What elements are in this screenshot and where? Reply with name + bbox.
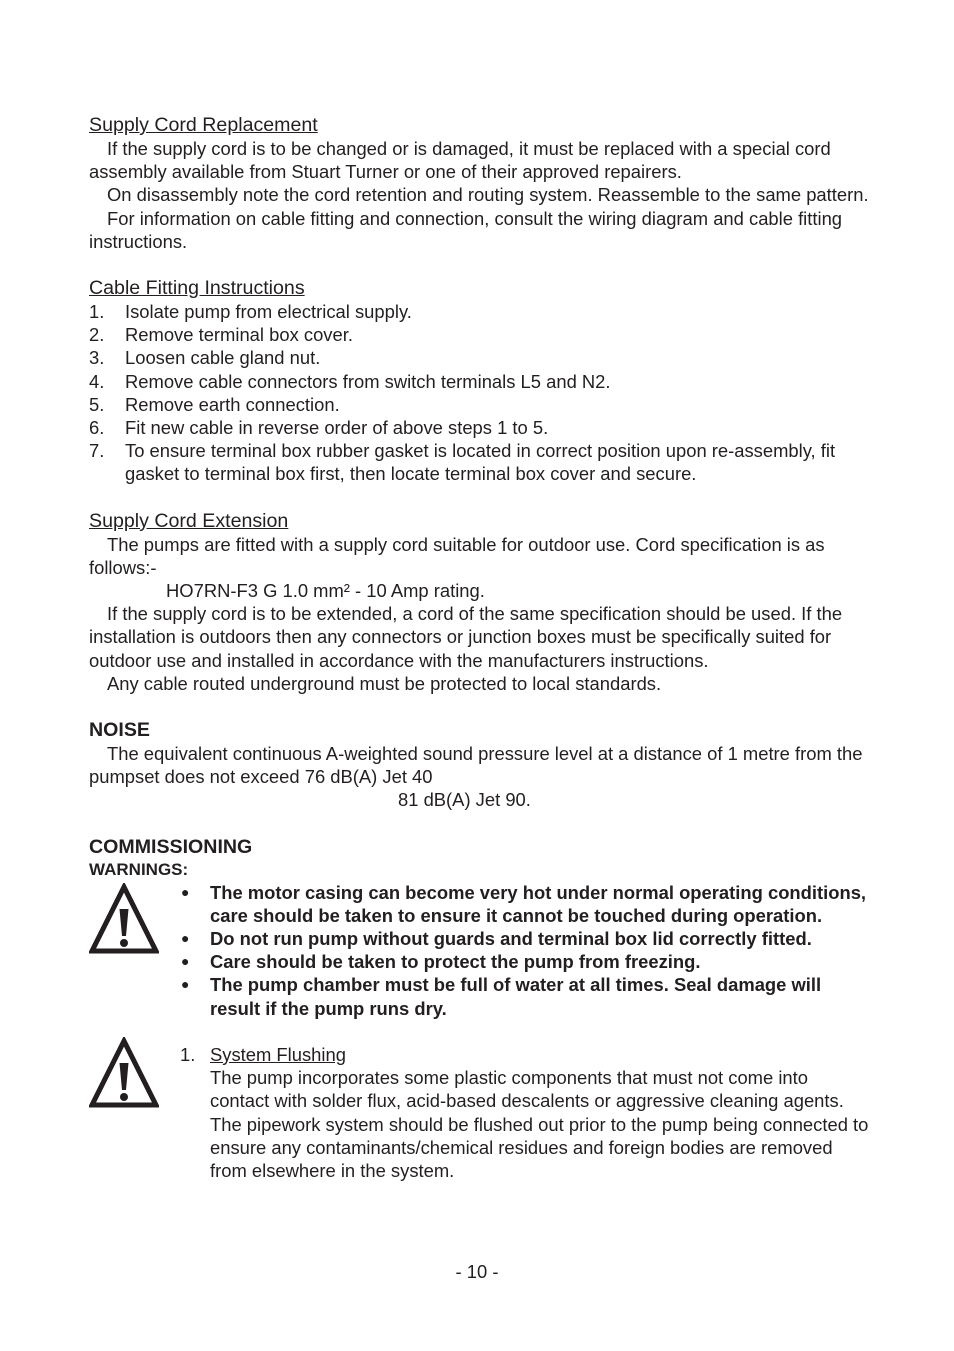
supply-cord-extension-heading: Supply Cord Extension [89,509,289,532]
warning-text: Care should be taken to protect the pump from freezing. [210,951,701,973]
step-text: Remove earth connection. [125,393,340,415]
supply-cord-replacement-heading: Supply Cord Replacement [89,114,318,136]
page-content [89,113,869,1182]
bullet-icon: ● [181,976,190,993]
step-text: Remove cable connectors from switch terminals L5 and N2. [125,370,611,392]
list-item [181,973,869,1019]
warnings-list [180,881,869,1020]
paragraph: The pumps are fitted with a supply cord suitable for outdoor use. Cord specification is as follows:- [89,533,825,578]
list-item [89,300,869,323]
system-flushing-title: System Flushing [210,1043,346,1065]
list-item [89,416,869,439]
noise-heading: NOISE [89,719,150,742]
step-number: 3. [89,347,105,369]
list-item [89,393,869,416]
step-number: 7. [89,440,105,462]
bullet-icon: ● [181,953,190,970]
step-number: 2. [89,324,105,346]
warning-text: The motor casing can become very hot under normal operating conditions, care should be taken to ensure it cannot be touched during operation. [210,881,867,926]
list-item [181,950,869,973]
cable-fitting-heading: Cable Fitting Instructions [89,277,305,300]
list-item [89,346,869,369]
step-number: 5. [89,393,105,415]
step-text: Loosen cable gland nut. [125,347,321,369]
list-item [89,323,869,346]
bullet-icon: ● [181,930,190,947]
warning-triangle-icon [89,883,159,955]
list-item [180,1043,869,1182]
list-item [89,439,869,485]
step-number: 4. [89,370,105,392]
paragraph: On disassembly note the cord retention and routing system. Reassemble to the same pattern. [107,184,869,206]
system-flushing-text: The pump incorporates some plastic components that must not come into contact with solder flux, acid-based descalents or aggressive cleaning agents. The pipework system should be flushed out prior to the pump being connected to ensure any contaminants/chemical residues and foreign bodies are removed from elsewhere in the system. [210,1067,869,1181]
step-text: Isolate pump from electrical supply. [125,301,412,323]
list-item [181,927,869,950]
paragraph: If the supply cord is to be changed or is damaged, it must be replaced with a special cord assembly available from Stuart Turner or one of their approved repairers. [89,138,831,183]
bullet-icon: ● [181,883,190,900]
step-text: Remove terminal box cover. [125,324,353,346]
step-text: To ensure terminal box rubber gasket is located in correct position upon re-assembly, fit gasket to terminal box first, then locate terminal box cover and secure. [125,440,836,485]
item-number: 1. [180,1043,196,1065]
system-flushing-block [89,1043,869,1182]
list-item [89,370,869,393]
noise-line-2: 81 dB(A) Jet 90. [398,789,531,811]
page-number: - 10 - [455,1261,499,1282]
warning-text: Do not run pump without guards and terminal box lid correctly fitted. [210,928,812,950]
step-number: 1. [89,301,105,323]
warning-triangle-icon [89,1037,159,1109]
cable-fitting-steps [89,300,869,486]
step-text: Fit new cable in reverse order of above steps 1 to 5. [125,417,549,439]
paragraph: Any cable routed underground must be protected to local standards. [107,672,662,694]
paragraph: If the supply cord is to be extended, a cord of the same specification should be used. If the installation is outdoors then any connectors or junction boxes must be specifically suited for outdoor use and installed in accordance with the manufacturers instructions. [89,603,843,671]
paragraph: For information on cable fitting and connection, consult the wiring diagram and cable fitting instructions. [89,207,843,252]
step-number: 6. [89,417,105,439]
warnings-block [89,881,869,1020]
list-item [181,881,869,927]
warnings-label: WARNINGS: [89,859,189,879]
cord-spec: HO7RN-F3 G 1.0 mm² - 10 Amp rating. [166,580,485,602]
noise-text: The equivalent continuous A-weighted sound pressure level at a distance of 1 metre from the pumpset does not exceed 76 dB(A) Jet 40 [89,743,863,788]
warning-text: The pump chamber must be full of water at all times. Seal damage will result if the pump runs dry. [210,974,822,1019]
commissioning-heading: COMMISSIONING [89,835,253,858]
